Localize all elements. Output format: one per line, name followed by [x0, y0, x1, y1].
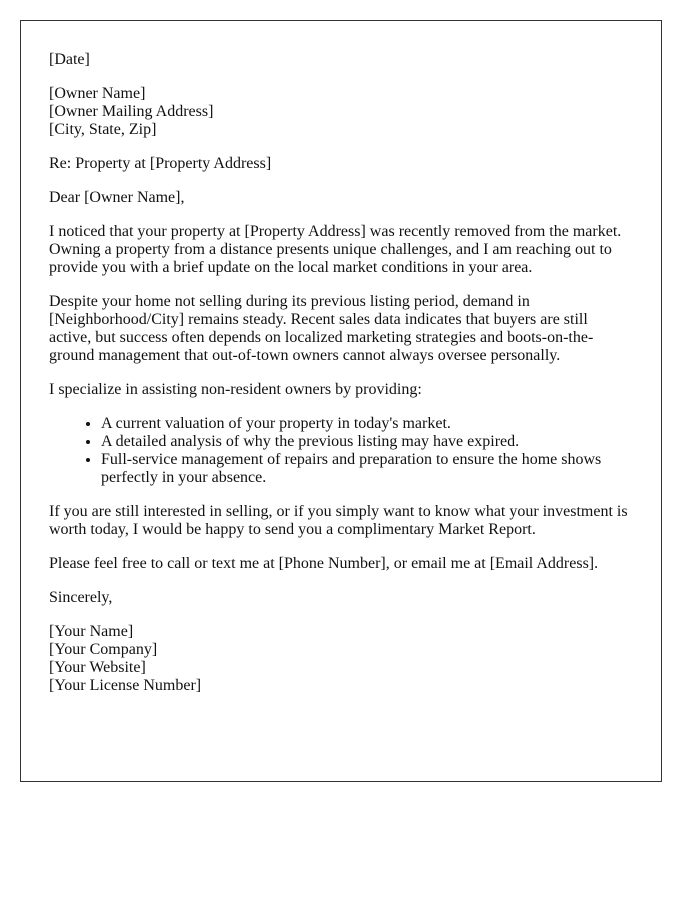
salutation: Dear [Owner Name], — [49, 189, 185, 206]
signature-website: [Your Website] — [49, 659, 146, 676]
intro-paragraph: I noticed that your property at [Property Address] was recently removed from the market. Owning a property from a distance presents unique challenges, and I am reaching out to provide you with a brief update on the local market conditions in your area. — [49, 223, 622, 276]
services-list-item: • A detailed analysis of why the previous listing may have expired. — [101, 433, 633, 451]
services-list — [49, 415, 633, 487]
signature-block — [49, 623, 633, 695]
signature-license: [Your License Number] — [49, 677, 202, 694]
services-list-item: • A current valuation of your property in today's market. — [101, 415, 633, 433]
services-intro-paragraph: I specialize in assisting non-resident owners by providing: — [49, 381, 422, 398]
offer-paragraph: If you are still interested in selling, or if you simply want to know what your investment is worth today, I would be happy to send you a complimentary Market Report. — [49, 503, 628, 538]
market-paragraph: Despite your home not selling during its previous listing period, demand in [Neighborhood/City] remains steady. Recent sales data indicates that buyers are still active, but success often depends on localized marketing strategies and boots-on-the-ground management that out-of-town owners cannot always oversee personally. — [49, 293, 594, 364]
letter-body — [21, 21, 661, 695]
sign-off: Sincerely, — [49, 589, 113, 606]
signature-company: [Your Company] — [49, 641, 158, 658]
services-list-item: • Full-service management of repairs and preparation to ensure the home shows perfectly in your absence. — [101, 451, 633, 487]
letter-page — [20, 20, 662, 782]
recipient-address-block — [49, 85, 633, 139]
signature-name: [Your Name] — [49, 623, 134, 640]
letter-date: [Date] — [49, 51, 90, 68]
recipient-mailing-address: [Owner Mailing Address] — [49, 103, 214, 120]
contact-paragraph: Please feel free to call or text me at [Phone Number], or email me at [Email Address]. — [49, 555, 599, 572]
subject-line: Re: Property at [Property Address] — [49, 155, 272, 172]
recipient-name: [Owner Name] — [49, 85, 146, 102]
recipient-city-state-zip: [City, State, Zip] — [49, 121, 157, 138]
